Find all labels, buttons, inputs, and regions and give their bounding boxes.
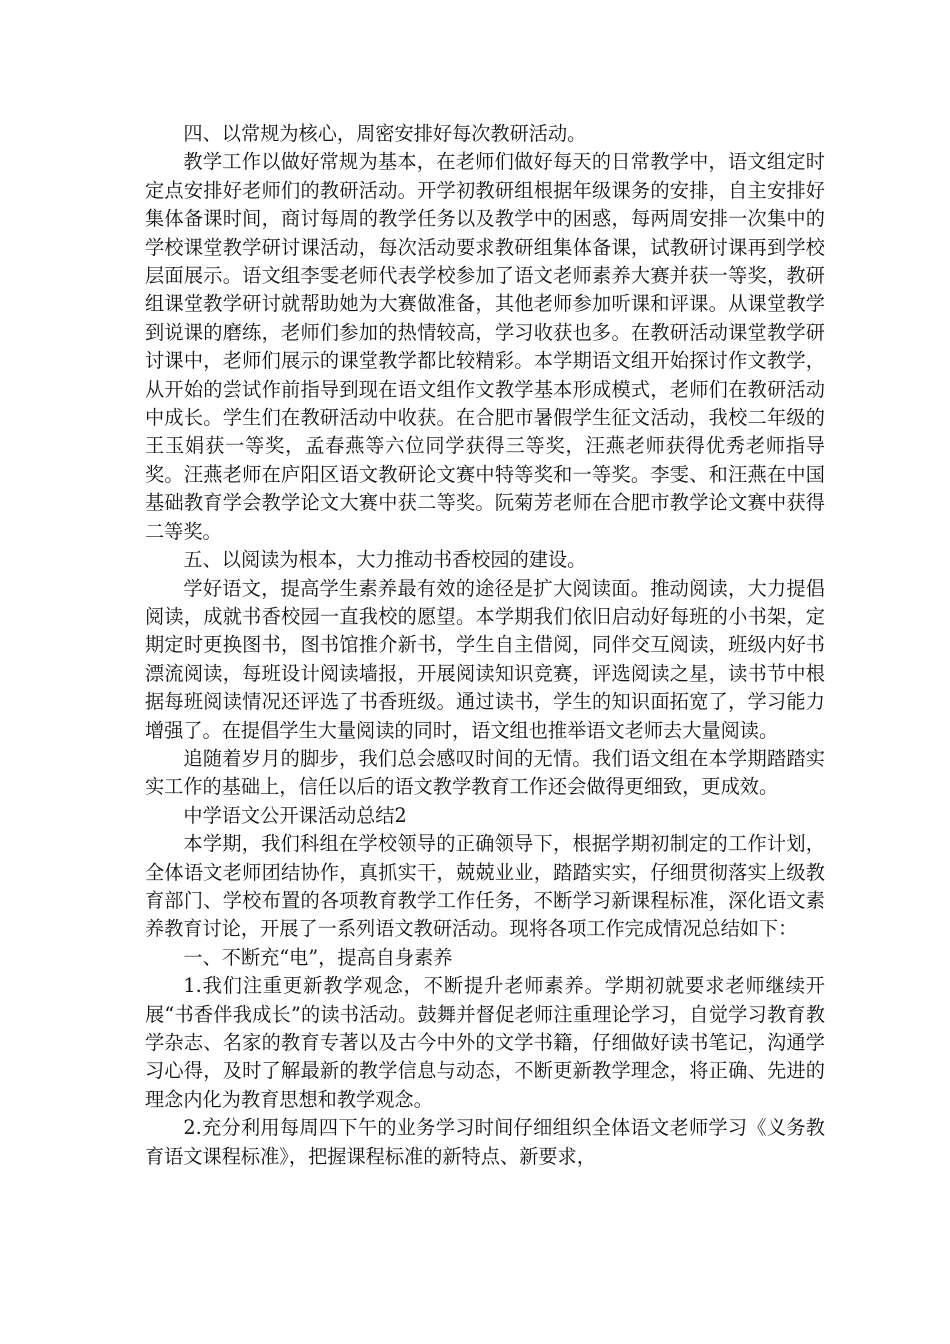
paragraph-item-2: 2.充分利用每周四下午的业务学习时间仔细组织全体语文老师学习《义务教育语文课程标准》，把握课程标准的新特点、新要求， (145, 1116, 825, 1168)
paragraph-intro: 本学期，我们科组在学校领导的正确领导下，根据学期初制定的工作计划，全体语文老师团结协作，真抓实干，兢兢业业，踏踏实实，仔细贯彻落实上级教育部门、学校布置的各项教育教学工作任务，不断学习新课程标准，深化语文素养教育讨论，开展了一系列语文教研活动。现将各项工作完成情况总结如下： (145, 832, 825, 941)
section-heading-4: 四、以常规为核心，周密安排好每次教研活动。 (183, 122, 587, 145)
paragraph-conclusion: 追随着岁月的脚步，我们总会感叹时间的无情。我们语文组在本学期踏踏实实工作的基础上，信任以后的语文教学教育工作还会做得更细致，更成效。 (145, 746, 825, 799)
paragraph-item-1: 1.我们注重更新教学观念，不断提升老师素养。学期初就要求老师继续开展“书香伴我成长”的读书活动。鼓舞并督促老师注重理论学习，自觉学习教育教学杂志、名家的教育专著以及古今中外的文学书籍，仔细做好读书笔记，沟通学习心得，及时了解最新的教学信息与动态，不断更新教学理念，将正确、先进的理念内化为教育思想和教学观念。 (145, 974, 825, 1111)
paragraph-reading: 学好语文，提高学生素养最有效的途径是扩大阅读面。推动阅读，大力提倡阅读，成就书香校园一直我校的愿望。本学期我们依旧启动好每班的小书架，定期定时更换图书，图书馆推介新书，学生自主借阅，同伴交互阅读，班级内好书漂流阅读，每班设计阅读墙报，开展阅读知识竞赛，评选阅读之星，读书节中根据每班阅读情况还评选了书香班级。通过读书，学生的知识面拓宽了，学习能力增强了。在提倡学生大量阅读的同时，语文组也推举语文老师去大量阅读。 (145, 576, 825, 742)
section-heading-5: 五、以阅读为根本，大力推动书香校园的建设。 (183, 548, 587, 572)
paragraph-teaching-research: 教学工作以做好常规为基本，在老师们做好每天的日常教学中，语文组定时定点安排好老师们的教研活动。开学初教研组根据年级课务的安排，自主安排好集体备课时间，商讨每周的教学任务以及教学中的困惑，每两周安排一次集中的学校课堂教学研讨课活动，每次活动要求教研组集体备课，试教研讨课再到学校层面展示。语文组李雯老师代表学校参加了语文老师素养大赛并获一等奖，教研组课堂教学研讨就帮助她为大赛做准备，其他老师参加听课和评课。从课堂教学到说课的磨练，老师们参加的热情较高，学习收获也多。在教研活动课堂教学研讨课中，老师们展示的课堂教学都比较精彩。本学期语文组开始探讨作文教学，从开始的尝试作前指导到现在语文组作文教学基本形成模式，老师们在教研活动中成长。学生们在教研活动中收获。在合肥市暑假学生征文活动，我校二年级的王玉娟获一等奖，孟春燕等六位同学获得三等奖，汪燕老师获得优秀老师指导奖。汪燕老师在庐阳区语文教研论文赛中特等奖和一等奖。李雯、和汪燕在中国基础教育学会教学论文大赛中获二等奖。阮菊芳老师在合肥市教学论文赛中获得二等奖。 (145, 150, 825, 543)
article-title-2: 中学语文公开课活动总结2 (183, 803, 407, 827)
section-heading-1: 一、不断充“电”，提高自身素养 (183, 945, 453, 969)
document-body (145, 120, 825, 1171)
